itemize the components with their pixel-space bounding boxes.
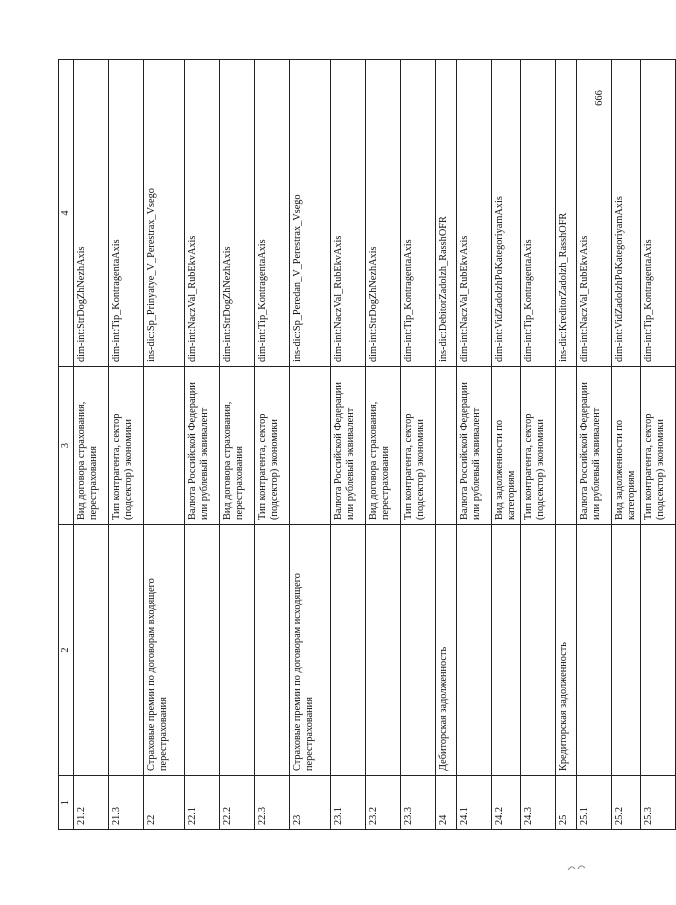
indicator-name-cell: Дебиторская задолженность	[436, 525, 457, 776]
table-row	[492, 60, 521, 830]
table-row	[612, 60, 641, 830]
taxonomy-code-cell: dim-int:Tip_KontragentaAxis	[255, 60, 290, 367]
row-number-cell: 24	[436, 776, 457, 830]
indicator-name-cell: Страховые премии по договорам исходящего перестрахования	[290, 525, 331, 776]
dimension-name-cell: Валюта Российской Федерации или рублевый эквивалент	[457, 367, 492, 525]
indicator-name-cell	[185, 525, 220, 776]
dimension-name-cell: Вид задолженности по категориям	[492, 367, 521, 525]
indicator-name-cell	[255, 525, 290, 776]
taxonomy-code-cell: ins-dic:Sp_Prinyatye_V_Perestrax_Vsego	[144, 60, 185, 367]
header-col-2: 2	[59, 525, 74, 776]
dimension-name-cell: Вид договора страхования, перестрахования	[220, 367, 255, 525]
row-number-cell: 21.3	[109, 776, 144, 830]
indicator-name-cell: Страховые премии по договорам входящего перестрахования	[144, 525, 185, 776]
taxonomy-code-cell: ins-dic:DebitorZadolzh_RasshOFR	[436, 60, 457, 367]
row-number-cell: 22.3	[255, 776, 290, 830]
margin-scan-mark	[567, 860, 587, 872]
dimension-name-cell	[436, 367, 457, 525]
table-row	[521, 60, 556, 830]
dimension-name-cell	[556, 367, 577, 525]
dimension-name-cell: Тип контрагента, сектор (подсектор) экономики	[255, 367, 290, 525]
table-row	[185, 60, 220, 830]
row-number-cell: 22.1	[185, 776, 220, 830]
dimension-name-cell: Вид договора страхования, перестрахования	[74, 367, 109, 525]
taxonomy-code-cell: dim-int:StrDogZhNezhAxis	[220, 60, 255, 367]
data-table	[58, 59, 676, 830]
row-number-cell: 21.2	[74, 776, 109, 830]
taxonomy-code-cell: dim-int:Tip_KontragentaAxis	[401, 60, 436, 367]
row-number-cell: 22	[144, 776, 185, 830]
header-row	[59, 60, 74, 830]
taxonomy-code-cell: dim-int:NaczVal_RubEkvAxis	[577, 60, 612, 367]
dimension-name-cell	[290, 367, 331, 525]
indicator-name-cell	[220, 525, 255, 776]
indicator-name-cell	[641, 525, 676, 776]
taxonomy-code-cell: dim-int:NaczVal_RubEkvAxis	[185, 60, 220, 367]
table-row	[401, 60, 436, 830]
table-row	[457, 60, 492, 830]
table-body	[74, 60, 676, 830]
taxonomy-code-cell: ins-dic:Sp_Peredan_V_Perestrax_Vsego	[290, 60, 331, 367]
dimension-name-cell: Вид договора страхования, перестрахования	[366, 367, 401, 525]
indicator-name-cell	[577, 525, 612, 776]
indicator-name-cell: Кредиторская задолженность	[556, 525, 577, 776]
row-number-cell: 24.1	[457, 776, 492, 830]
indicator-name-cell	[366, 525, 401, 776]
taxonomy-code-cell: dim-int:VidZadolzhPoKategoriyamAxis	[492, 60, 521, 367]
table-row	[366, 60, 401, 830]
taxonomy-code-cell: dim-int:NaczVal_RubEkvAxis	[457, 60, 492, 367]
page-number: 666	[593, 90, 605, 106]
indicator-name-cell	[612, 525, 641, 776]
row-number-cell: 23.3	[401, 776, 436, 830]
table-row	[220, 60, 255, 830]
row-number-cell: 22.2	[220, 776, 255, 830]
dimension-name-cell: Тип контрагента, сектор (подсектор) экономики	[109, 367, 144, 525]
row-number-cell: 25.2	[612, 776, 641, 830]
indicator-name-cell	[492, 525, 521, 776]
indicator-name-cell	[521, 525, 556, 776]
taxonomy-code-cell: dim-int:StrDogZhNezhAxis	[74, 60, 109, 367]
dimension-name-cell: Вид задолженности по категориям	[612, 367, 641, 525]
dimension-name-cell: Валюта Российской Федерации или рублевый эквивалент	[331, 367, 366, 525]
taxonomy-code-cell: dim-int:NaczVal_RubEkvAxis	[331, 60, 366, 367]
table-row	[577, 60, 612, 830]
row-number-cell: 24.2	[492, 776, 521, 830]
header-col-1: 1	[59, 776, 74, 830]
taxonomy-code-cell: dim-int:Tip_KontragentaAxis	[641, 60, 676, 367]
taxonomy-code-cell: dim-int:StrDogZhNezhAxis	[366, 60, 401, 367]
table-row	[109, 60, 144, 830]
table-row	[255, 60, 290, 830]
indicator-name-cell	[331, 525, 366, 776]
table-row	[556, 60, 577, 830]
taxonomy-code-cell: dim-int:Tip_KontragentaAxis	[521, 60, 556, 367]
taxonomy-code-cell: dim-int:Tip_KontragentaAxis	[109, 60, 144, 367]
header-col-4: 4	[59, 60, 74, 367]
row-number-cell: 23.2	[366, 776, 401, 830]
table-row	[331, 60, 366, 830]
row-number-cell: 23	[290, 776, 331, 830]
dimension-name-cell: Тип контрагента, сектор (подсектор) экономики	[641, 367, 676, 525]
table-row	[144, 60, 185, 830]
taxonomy-code-cell: dim-int:VidZadolzhPoKategoriyamAxis	[612, 60, 641, 367]
indicator-name-cell	[74, 525, 109, 776]
dimension-name-cell: Тип контрагента, сектор (подсектор) экономики	[401, 367, 436, 525]
dimension-name-cell: Валюта Российской Федерации или рублевый эквивалент	[577, 367, 612, 525]
dimension-name-cell: Валюта Российской Федерации или рублевый эквивалент	[185, 367, 220, 525]
indicator-name-cell	[457, 525, 492, 776]
table-row	[74, 60, 109, 830]
row-number-cell: 25.3	[641, 776, 676, 830]
table-row	[290, 60, 331, 830]
indicator-name-cell	[401, 525, 436, 776]
table-row	[641, 60, 676, 830]
indicator-name-cell	[109, 525, 144, 776]
table-row	[436, 60, 457, 830]
taxonomy-code-cell: ins-dic:KreditorZadolzh_RasshOFR	[556, 60, 577, 367]
header-col-3: 3	[59, 367, 74, 525]
row-number-cell: 23.1	[331, 776, 366, 830]
row-number-cell: 25	[556, 776, 577, 830]
dimension-name-cell	[144, 367, 185, 525]
rotated-table-region	[58, 60, 666, 830]
dimension-name-cell: Тип контрагента, сектор (подсектор) экономики	[521, 367, 556, 525]
row-number-cell: 24.3	[521, 776, 556, 830]
row-number-cell: 25.1	[577, 776, 612, 830]
